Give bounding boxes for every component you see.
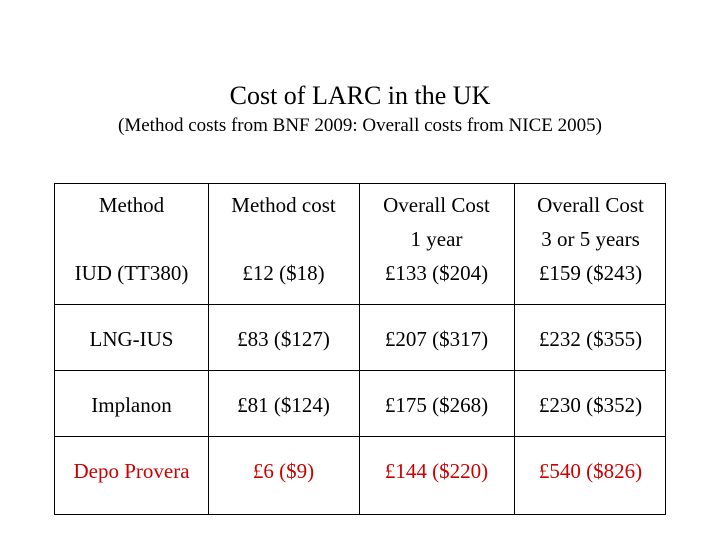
row-lng-ius-method: LNG-IUS	[89, 327, 174, 351]
page-subtitle: (Method costs from BNF 2009: Overall costs from NICE 2005)	[118, 115, 602, 136]
header-overall-cost-1yr-line1: Overall Cost	[383, 193, 490, 217]
row-implanon-overall-1yr: £175 ($268)	[384, 393, 489, 417]
row-implanon-method: Implanon	[91, 393, 172, 417]
page-title: Cost of LARC in the UK	[229, 81, 491, 110]
row-iud-method-cost: £12 ($18)	[242, 261, 325, 285]
row-depo-provera-method-cost: £6 ($9)	[252, 459, 315, 483]
header-overall-cost-3-5yr-line2: 3 or 5 years	[541, 227, 640, 251]
row-iud-overall-3-5yr: £159 ($243)	[538, 261, 643, 285]
row-lng-ius-overall-3-5yr: £232 ($355)	[538, 327, 643, 351]
row-divider	[55, 304, 665, 305]
row-implanon-overall-3-5yr: £230 ($352)	[538, 393, 643, 417]
row-depo-provera-method: Depo Provera	[73, 459, 190, 483]
row-divider	[55, 436, 665, 437]
row-depo-provera-overall-1yr: £144 ($220)	[384, 459, 489, 483]
row-iud-method: IUD (TT380)	[74, 261, 189, 285]
header-method: Method	[98, 193, 165, 217]
header-method-cost: Method cost	[231, 193, 336, 217]
row-depo-provera-overall-3-5yr: £540 ($826)	[538, 459, 643, 483]
row-implanon-method-cost: £81 ($124)	[237, 393, 330, 417]
row-divider	[55, 370, 665, 371]
row-lng-ius-method-cost: £83 ($127)	[237, 327, 330, 351]
cost-table	[54, 183, 666, 515]
row-lng-ius-overall-1yr: £207 ($317)	[384, 327, 489, 351]
header-overall-cost-3-5yr-line1: Overall Cost	[537, 193, 644, 217]
header-overall-cost-1yr-line2: 1 year	[410, 227, 463, 251]
row-iud-overall-1yr: £133 ($204)	[384, 261, 489, 285]
